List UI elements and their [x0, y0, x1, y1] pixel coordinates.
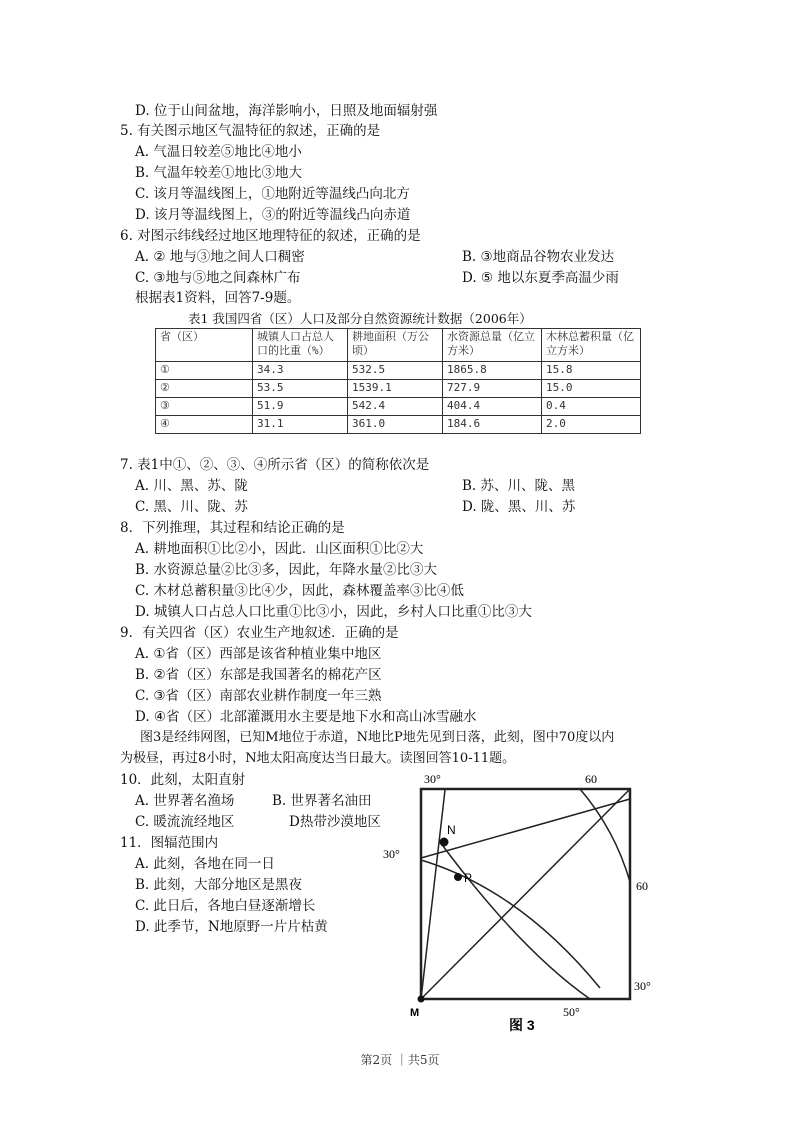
q8-stem: 8．下列推理，其过程和结论正确的是 — [120, 520, 345, 536]
label-top-left: 30° — [424, 772, 441, 786]
label-right-bottom: 30° — [634, 979, 651, 993]
fig3-intro-line2: 为极昼，再过8小时，N地太阳高度达当日最大。读图回答10-11题。 — [120, 751, 516, 766]
q7-stem: 7. 表1中①、②、③、④所示省（区）的简称依次是 — [120, 457, 430, 473]
figure3-graticule — [350, 768, 670, 1040]
table-header-cell: 省（区） — [156, 329, 253, 362]
point-n-marker — [440, 838, 449, 847]
q9-option-d: D. ④省（区）北部灌溉用水主要是地下水和高山冰雪融水 — [135, 709, 477, 725]
table1-caption: 表1 我国四省（区）人口及部分自然资源统计数据（2006年） — [188, 311, 532, 326]
q7-option-d: D. 陇、黑、川、苏 — [462, 499, 576, 515]
q9-stem: 9．有关四省（区）农业生产地叙述．正确的是 — [120, 625, 399, 641]
q8-option-c: C. 木材总蓄积量③比④少，因此，森林覆盖率③比④低 — [135, 583, 464, 599]
table-header-cell: 城镇人口占总人口的比重（%） — [253, 329, 348, 362]
q6-option-a: A. ② 地与③地之间人口稠密 — [135, 249, 305, 265]
page-footer: 第2页 ｜共5页 — [360, 1053, 440, 1067]
table-cell: 542.4 — [348, 398, 443, 416]
q7-option-b: B. 苏、川、陇、黑 — [462, 478, 576, 494]
table-row — [156, 380, 641, 398]
table-cell: 184.6 — [443, 416, 542, 434]
q10-option-b: B. 世界著名油田 — [272, 793, 372, 809]
parallel-arc-upper — [580, 789, 630, 882]
label-left: 30° — [383, 847, 400, 861]
point-m-marker — [418, 996, 425, 1003]
q6-stem: 6. 对图示纬线经过地区地理特征的叙述，正确的是 — [120, 228, 421, 244]
point-p-marker — [454, 873, 462, 881]
table-header-cell: 水资源总量（亿立方米） — [443, 329, 542, 362]
q10-option-d: D热带沙漠地区 — [289, 814, 381, 830]
table-header-cell: 耕地面积（万公顷） — [348, 329, 443, 362]
q9-option-a: A. ①省（区）西部是该省种植业集中地区 — [135, 646, 382, 662]
q11-option-a: A. 此刻，各地在同一日 — [135, 856, 275, 872]
fig3-intro-line1: 图3是经纬网图，已知M地位于赤道，N地比P地先见到日落，此刻，图中70度以内 — [140, 730, 615, 745]
table-cell: 53.5 — [253, 380, 348, 398]
parallel-arc-outer — [440, 842, 590, 999]
q7-option-c: C. 黑、川、陇、苏 — [135, 499, 248, 515]
table-cell: ③ — [156, 398, 253, 416]
table-cell: 361.0 — [348, 416, 443, 434]
table-row — [156, 362, 641, 380]
q11-stem: 11．图辐范围内 — [120, 835, 219, 851]
q6-option-c: C. ③地与⑤地之间森林广布 — [135, 270, 301, 286]
table-cell: 1865.8 — [443, 362, 542, 380]
meridian-line-diagonal — [421, 789, 630, 999]
table-cell: 2.0 — [542, 416, 641, 434]
q5-stem: 5. 有关图示地区气温特征的叙述，正确的是 — [120, 123, 381, 139]
label-point-n: N — [447, 823, 456, 837]
label-point-p: P — [464, 871, 473, 885]
table-row — [156, 398, 641, 416]
q10-stem: 10．此刻，太阳直射 — [120, 772, 246, 788]
table-cell: 1539.1 — [348, 380, 443, 398]
table-cell: 15.0 — [542, 380, 641, 398]
q5-option-b: B. 气温年较差①地比③地大 — [135, 165, 303, 181]
table-row — [156, 416, 641, 434]
label-point-m: M — [410, 1007, 420, 1019]
table-cell: 31.1 — [253, 416, 348, 434]
table-cell: ④ — [156, 416, 253, 434]
label-bottom: 50° — [563, 1005, 580, 1019]
table-cell: 34.3 — [253, 362, 348, 380]
table-header-cell: 木林总蓄积量（亿立方米） — [542, 329, 641, 362]
label-right-mid: 60 — [636, 879, 648, 893]
table-cell: 51.9 — [253, 398, 348, 416]
q5-option-d: D. 该月等温线图上，③的附近等温线凸向赤道 — [135, 207, 411, 223]
q9-option-b: B. ②省（区）东部是我国著名的棉花产区 — [135, 667, 382, 683]
q11-option-b: B. 此刻，大部分地区是黑夜 — [135, 877, 303, 893]
table-cell: 727.9 — [443, 380, 542, 398]
q5-option-c: C. 该月等温线图上，①地附近等温线凸向北方 — [135, 186, 410, 202]
table-cell: 0.4 — [542, 398, 641, 416]
q8-option-d: D. 城镇人口占总人口比重①比③小，因此，乡村人口比重①比③大 — [135, 604, 532, 620]
q11-option-d: D. 此季节，N地原野一片片枯黄 — [135, 919, 328, 935]
parallel-arc-lower — [421, 860, 600, 988]
q4-option-d: D. 位于山间盆地，海洋影响小，日照及地面辐射强 — [135, 103, 438, 119]
q6-option-d: D. ⑤ 地以东夏季高温少雨 — [462, 270, 619, 286]
q8-option-a: A. 耕地面积①比②小，因此．山区面积①比②大 — [135, 541, 424, 557]
meridian-line-left — [421, 790, 445, 999]
table-cell: 532.5 — [348, 362, 443, 380]
q9-option-c: C. ③省（区）南部农业耕作制度一年三熟 — [135, 688, 382, 704]
label-top-right: 60 — [585, 772, 597, 786]
table-header-row — [156, 329, 641, 362]
q11-option-c: C. 此日后，各地白昼逐渐增长 — [135, 898, 316, 914]
q8-option-b: B. 水资源总量②比③多，因此，年降水量②比③大 — [135, 562, 438, 578]
table-intro: 根据表1资料，回答7-9题。 — [135, 290, 301, 306]
table-cell: ② — [156, 380, 253, 398]
figure3-caption: 图 3 — [509, 1017, 535, 1033]
table-cell: 404.4 — [443, 398, 542, 416]
q6-option-b: B. ③地商品谷物农业发达 — [462, 249, 615, 265]
table1 — [155, 328, 641, 434]
q10-option-c: C. 暖流流经地区 — [135, 814, 235, 830]
q7-option-a: A. 川、黑、苏、陇 — [135, 478, 248, 494]
q5-option-a: A. 气温日较差⑤地比④地小 — [135, 144, 302, 160]
table-cell: ① — [156, 362, 253, 380]
q10-option-a: A. 世界著名渔场 — [135, 793, 235, 809]
table-cell: 15.8 — [542, 362, 641, 380]
